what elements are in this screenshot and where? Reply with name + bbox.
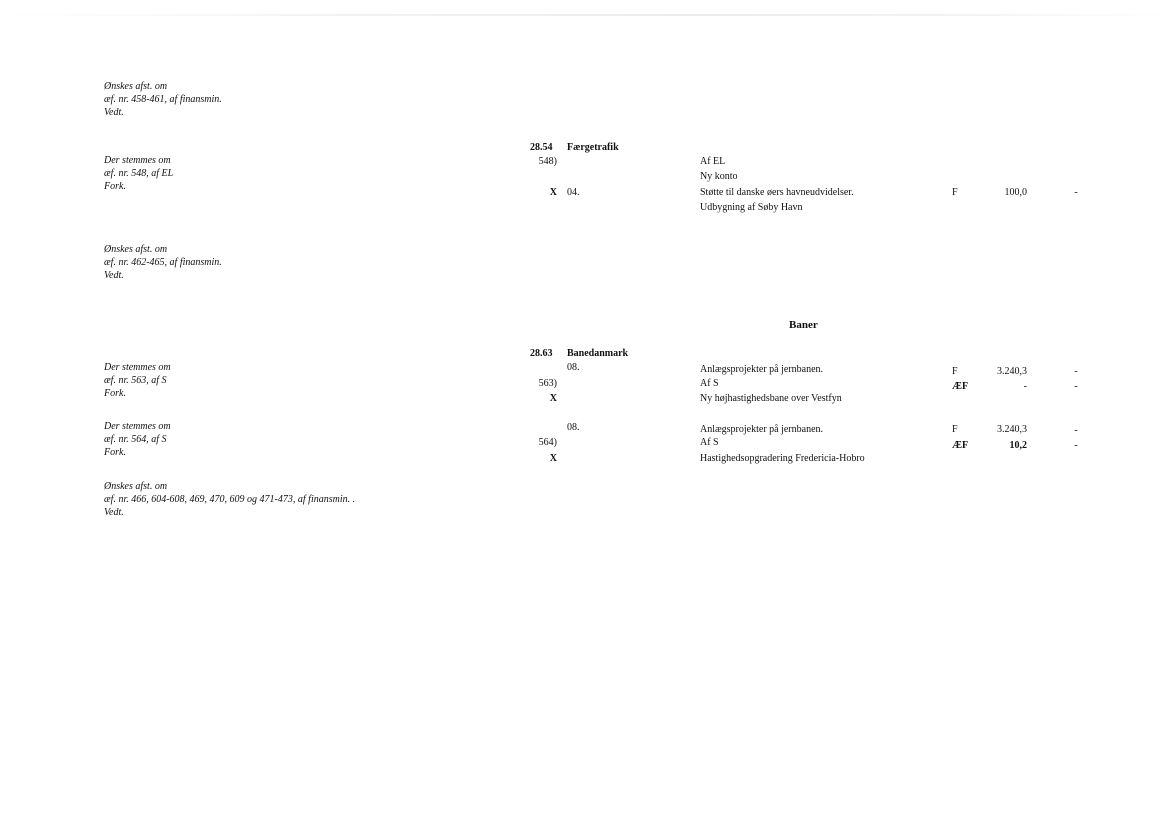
chapter-heading: Baner <box>789 319 818 331</box>
note-line: Ønskes afst. om <box>104 481 168 492</box>
amount-value: 10,2 <box>1009 440 1027 451</box>
vote-mark: X <box>549 453 557 464</box>
note-line: æf. nr. 458-461, af finansmin. <box>104 94 222 105</box>
proposer: Af EL <box>700 156 726 167</box>
note-line: Fork. <box>104 447 126 458</box>
note-line: Ønskes afst. om <box>104 81 168 92</box>
section-number: 28.63 <box>530 348 553 359</box>
amount-type: ÆF <box>952 381 969 392</box>
amount-value: - <box>1023 381 1027 392</box>
note-line: Ønskes afst. om <box>104 244 168 255</box>
vote-mark: X <box>549 393 557 404</box>
note-line: Fork. <box>104 388 126 399</box>
vote-note-2 <box>104 154 173 193</box>
amount-type: ÆF <box>952 440 969 451</box>
amount-value: 100,0 <box>1004 187 1027 198</box>
item-subtext: Hastighedsopgradering Fredericia-Hobro <box>700 453 865 464</box>
note-line: Vedt. <box>104 107 124 118</box>
amount-value: 3.240,3 <box>997 424 1027 435</box>
amendment-ref: 548) <box>538 156 557 167</box>
new-account-label: Ny konto <box>700 171 738 182</box>
item-text: Støtte til danske øers havneudvidelser. <box>700 187 854 198</box>
note-line: æf. nr. 462-465, af finansmin. <box>104 257 222 268</box>
section-title: Banedanmark <box>567 348 629 359</box>
vote-note-5 <box>104 420 171 459</box>
amount-type: F <box>952 187 958 198</box>
amount-dash: - <box>1074 381 1078 392</box>
vote-mark: X <box>549 187 557 198</box>
proposer: Af S <box>700 378 719 389</box>
amendment-ref: 564) <box>538 437 557 448</box>
proposer: Af S <box>700 437 719 448</box>
vote-note-4 <box>104 361 171 400</box>
note-line: æf. nr. 466, 604-608, 469, 470, 609 og 471-473, af finansmin. . <box>104 494 356 505</box>
note-line: Fork. <box>104 181 126 192</box>
amount-type: F <box>952 424 958 435</box>
note-line: æf. nr. 564, af S <box>104 434 167 445</box>
vote-note-1 <box>104 80 222 119</box>
amendment-ref: 563) <box>538 378 557 389</box>
amount-dash: - <box>1074 366 1078 377</box>
amount-dash: - <box>1074 187 1078 198</box>
note-line: æf. nr. 563, af S <box>104 375 167 386</box>
note-line: Der stemmes om <box>104 362 171 373</box>
amount-dash: - <box>1074 440 1078 451</box>
account-code: 08. <box>567 422 580 433</box>
section-title: Færgetrafik <box>567 142 619 153</box>
account-code: 08. <box>567 362 580 373</box>
amount-dash: - <box>1074 425 1078 436</box>
note-line: Der stemmes om <box>104 155 171 166</box>
note-line: Vedt. <box>104 270 124 281</box>
scan-artifact-line <box>0 14 1169 16</box>
vote-note-6 <box>104 480 355 519</box>
item-text: Anlægsprojekter på jernbanen. <box>700 364 824 375</box>
note-line: Der stemmes om <box>104 421 171 432</box>
item-subtext: Ny højhastighedsbane over Vestfyn <box>700 393 842 404</box>
vote-note-3 <box>104 243 222 282</box>
item-text: Anlægsprojekter på jernbanen. <box>700 424 824 435</box>
item-subtext: Udbygning af Søby Havn <box>700 202 803 213</box>
note-line: Vedt. <box>104 507 124 518</box>
amount-type: F <box>952 366 958 377</box>
note-line: æf. nr. 548, af EL <box>104 168 174 179</box>
amount-value: 3.240,3 <box>997 366 1027 377</box>
account-code: 04. <box>567 187 580 198</box>
section-number: 28.54 <box>530 142 553 153</box>
